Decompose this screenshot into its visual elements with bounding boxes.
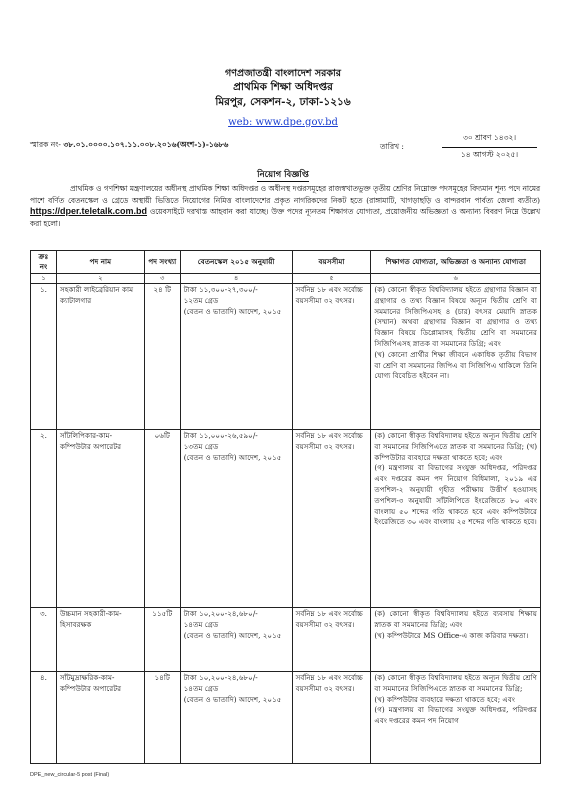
row-qualification: (ক) কোনো স্বীকৃত বিশ্ববিদ্যালয় হইতে ব্যবসায় শিক্ষায় স্নাতক বা সমমানের ডিগ্রি; এবং (খ) কম্পিউটারে MS Office-এ কাজ করিবার দক্ষতা। xyxy=(371,608,541,672)
row-age: সর্বনিম্ন ১৮ এবং সর্বোচ্চ বয়সসীমা ৩২ বৎসর। xyxy=(292,284,371,430)
row-count: ০৬টি xyxy=(144,430,180,608)
table-row xyxy=(31,608,541,672)
row-serial: ১. xyxy=(31,284,57,430)
government-name: গণপ্রজাতন্ত্রী বাংলাদেশ সরকার xyxy=(225,68,341,79)
date-english: ১৪ আগস্ট ২০২৫। xyxy=(460,150,519,159)
col-header-serial: ক্রঃ নং xyxy=(31,251,57,274)
row-serial: ৪. xyxy=(31,672,57,764)
vacancy-table xyxy=(30,250,541,764)
col-header-post: পদ নাম xyxy=(56,251,144,274)
row-age: সর্বনিম্ন ১৮ এবং সর্বোচ্চ বয়সসীমা ৩২ বৎসর। xyxy=(292,672,371,764)
col-header-age: বয়সসীমা xyxy=(292,251,371,274)
col-header-qualification: শিক্ষাগত যোগ্যতা, অভিজ্ঞতা ও অন্যান্য যোগ্যতা xyxy=(371,251,541,274)
row-qualification: (ক) কোনো স্বীকৃত বিশ্ববিদ্যালয় হইতে অন্যূন দ্বিতীয় শ্রেণি বা সমমানের সিজিপিএতে স্নাতক বা সমমানের ডিগ্রি; (খ) কম্পিউটার ব্যবহারে দক্ষতা থাকতে হবে; এবং (গ) মন্ত্রণালয় বা বিভাগের সংযুক্ত অধিদপ্তর, পরিদপ্তর এবং দপ্তরের কমন পদ নিয়োগ বিধিমালা, ২০১৯ এর তপশিল-২ অনুযায়ী গৃহীত পরীক্ষায় উত্তীর্ণ হওয়াসহ তপশিল-৩ অনুযায়ী সাঁটলিপিতে ইংরেজিতে ৮০ এবং বাংলায় ৫০ শব্দের গতি থাকতে হবে এবং কম্পিউটারে ইংরেজিতে ৩০ এবং বাংলায় ২৫ শব্দের গতি থাকতে হবে। xyxy=(371,430,541,608)
row-age: সর্বনিম্ন ১৮ এবং সর্বোচ্চ বয়সসীমা ৩২ বৎসর। xyxy=(292,430,371,608)
row-count: ২৪ টি xyxy=(144,284,180,430)
office-address: মিরপুর, সেকশন-২, ঢাকা-১২১৬ xyxy=(215,96,351,108)
column-number-row: ১ ২ ৩ ৪ ৫ ৬ xyxy=(31,274,541,284)
intro-paragraph: প্রাথমিক ও গণশিক্ষা মন্ত্রণালয়ের অধীনস্থ প্রাথমিক শিক্ষা অধিদপ্তর ও অধীনস্থ দপ্তরসমূহের রাজস্বখাতভুক্ত তৃতীয় শ্রেণির নিম্নোক্ত পদসমূহের বিদ্যমান শূন্য পদে নামের পাশে বর্ণিত বেতনস্কেল ও গ্রেডে অস্থায়ী ভিত্তিতে নিয়োগের নিমিত্ত বাংলাদেশের প্রকৃত নাগরিকদের নিকট হতে (রাঙ্গামাটি, খাগড়াছড়ি ও বান্দরবান পার্বত্য জেলা ব্যতীত) https://dper.teletalk.com.bd ওয়েবসাইটে দরখাস্ত আহবান করা যাচ্ছে। উক্ত পদের ন্যূনতম শিক্ষাগত যোগ্যতা, প্রয়োজনীয় অভিজ্ঞতা ও অন্যান্য বিবরণ নিম্নে উল্লেখ করা হলো। xyxy=(30,184,540,228)
col-header-scale: বেতনস্কেল ২০১৫ অনুযায়ী xyxy=(180,251,292,274)
table-row xyxy=(31,672,541,764)
date-bangla: ৩০ শ্রাবণ ১৪৩২। xyxy=(442,133,537,148)
table-header-row xyxy=(31,251,541,274)
letterhead xyxy=(0,67,566,130)
website-link[interactable]: web: www.dpe.gov.bd xyxy=(228,117,338,128)
row-scale: টাকা ১০,২০০-২৪,৬৮০/- ১৪তম গ্রেড (বেতন ও ভাতাদি) আদেশ, ২০১৫ xyxy=(180,608,292,672)
row-scale: টাকা ১১,৩০০-২৭,৩০০/- ১২তম গ্রেড (বেতন ও ভাতাদি) আদেশ, ২০১৫ xyxy=(180,284,292,430)
memo-value: ৩৮.০১.০০০০.১০৭.১১.০০৮.২০১৬(অংশ-১)-১৬৮৬ xyxy=(63,140,229,149)
date-label: তারিখ : xyxy=(380,142,404,151)
row-qualification: (ক) কোনো স্বীকৃত বিশ্ববিদ্যালয় হইতে অন্যূন দ্বিতীয় শ্রেণি বা সমমানের সিজিপিএতে স্নাতক বা সমমানের ডিগ্রি; (খ) কম্পিউটার ব্যবহারে দক্ষতা থাকতে হবে; এবং (গ) মন্ত্রণালয় বা বিভাগের সংযুক্ত অধিদপ্তর, পরিদপ্তর এবং দপ্তরের কমন পদ নিয়োগ xyxy=(371,672,541,764)
document-footer: DPE_new_circular-5 post (Final) xyxy=(30,772,110,778)
row-post: সহকারী লাইব্রেরিয়ান কাম ক্যাটালগার xyxy=(56,284,144,430)
row-post: সাঁটমুদ্রাক্ষরিক-কাম-কম্পিউটার অপারেটর xyxy=(56,672,144,764)
notice-title: নিয়োগ বিজ্ঞপ্তি xyxy=(257,170,309,180)
teletalk-link[interactable]: https://dper.teletalk.com.bd xyxy=(30,206,148,216)
row-qualification: (ক) কোনো স্বীকৃত বিশ্ববিদ্যালয় হইতে গ্রন্থাগার বিজ্ঞান বা গ্রন্থাগার ও তথ্য বিজ্ঞান বিষয়ে অন্যূন দ্বিতীয় শ্রেণি বা সমমানের সিজিপিএসহ ৪ (চার) বৎসর মেয়াদি স্নাতক (সম্মান) অথবা গ্রন্থাগার বিজ্ঞান বা গ্রন্থাগার ও তথ্য বিজ্ঞান বিষয়ে ডিপ্লোমাসহ দ্বিতীয় শ্রেণি বা সমমানের সিজিপিএসহ স্নাতক বা সমমানের ডিগ্রি; এবং (খ) কোনো প্রার্থীর শিক্ষা জীবনে একাধিক তৃতীয় বিভাগ বা শ্রেণি বা সমমানের জিপিএ বা সিজিপিএ থাকিলে তিনি যোগ্য বিবেচিত হইবেন না। xyxy=(371,284,541,430)
row-scale: টাকা ১০,২০০-২৪,৬৮০/- ১৪তম গ্রেড (বেতন ও ভাতাদি) আদেশ, ২০১৫ xyxy=(180,672,292,764)
row-count: ১১৫টি xyxy=(144,608,180,672)
row-count: ১৪টি xyxy=(144,672,180,764)
memo-label: স্মারক নং- xyxy=(30,140,64,149)
row-post: উচ্চমান সহকারী-কাম- হিসাবরক্ষক xyxy=(56,608,144,672)
row-scale: টাকা ১১,০০০-২৬,৫৯০/- ১৩তম গ্রেড (বেতন ও ভাতাদি) আদেশ, ২০১৫ xyxy=(180,430,292,608)
table-row xyxy=(31,430,541,608)
memo-number xyxy=(30,140,228,152)
table-row xyxy=(31,284,541,430)
row-post: সাঁটলিপিকার-কাম-কম্পিউটার অপারেটর xyxy=(56,430,144,608)
row-serial: ২. xyxy=(31,430,57,608)
col-header-count: পদ সংখ্যা xyxy=(144,251,180,274)
row-serial: ৩. xyxy=(31,608,57,672)
row-age: সর্বনিম্ন ১৮ এবং সর্বোচ্চ বয়সসীমা ৩২ বৎসর। xyxy=(292,608,371,672)
directorate-name: প্রাথমিক শিক্ষা অধিদপ্তর xyxy=(233,81,333,93)
